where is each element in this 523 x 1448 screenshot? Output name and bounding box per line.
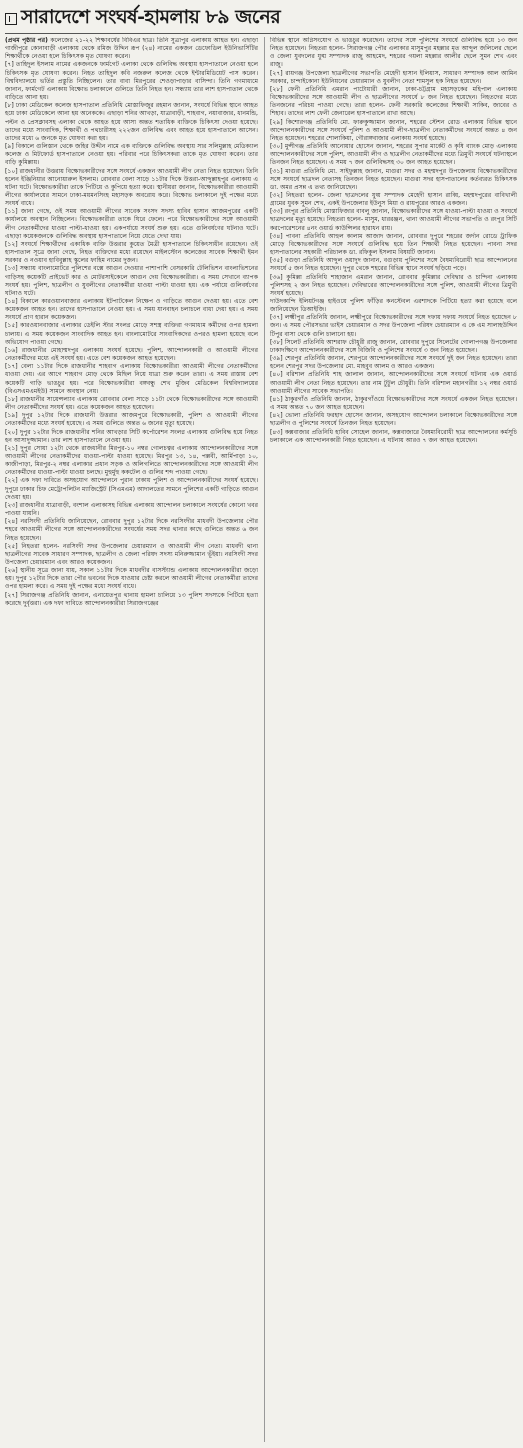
article-paragraph: [270, 86, 517, 119]
paragraph-text: [৪১] ঠাকুরগাঁও প্রতিনিধি জানান, ঠাকুরগাঁওয়ে বিক্ষোভকারীদের সঙ্গে সংঘর্ষে একজন নিহত হয়েছেন। এ সময় অন্তত ৭০ জন আহত হয়েছেন।: [270, 395, 517, 412]
article-paragraph: [5, 567, 258, 591]
article-paragraph: [5, 518, 258, 542]
paragraph-text: [১৭] বেলা ১১টার দিকে রাজধানীর শাহবাগ এলাকায় বিক্ষোভকারীরা আওয়ামী লীগের নেতাকর্মীদের ধাওয়া দেয়। এর আগে শাহবাগ মোড় থেকে মিছিল নিয়ে যাত্রা শুরু করেন তারা। এ সময় রাস্তায় বেশ কয়েকটি গাড়ি ভাঙচুর হয়। পরে বিক্ষোভকারীরা বঙ্গবন্ধু শেখ মুজিব মেডিকেল বিশ্ববিদ্যালয়ের (বিএসএমএমইউ) সামনে অবস্থান নেয়।: [5, 363, 258, 395]
article-paragraph: [5, 445, 258, 478]
article-paragraph: [5, 347, 258, 363]
headline: সারাদেশে সংঘর্ষ-হামলায় ৮৯ জনের: [21, 5, 281, 28]
article-paragraph: [270, 192, 517, 208]
article-paragraph: [5, 429, 258, 445]
paragraph-text: [২৭] সিরাজগঞ্জ প্রতিনিধি জানান, এনায়েতপুর থানায় হামলা চালিয়ে ১৩ পুলিশ সদস্যকে পিটিয়ে হত্যা করেছে দুর্বৃত্তরা। এক দফা দাবিতে আন্দোলনকারীরা সিরাজগঞ্জের: [5, 591, 258, 607]
paragraph-text: [৩৬] কুমিল্লা প্রতিনিধি শাহাজান এমরান জানান, রোববার কুমিল্লার দেবিদ্বার ও চান্দিনা এলাকায় পুলিশসহ ২ জন নিহত হয়েছেন। দেবিদ্বারের আন্দোলনকারীদের সঙ্গে পুলিশ, আওয়ামী লীগের ত্রিমুখী সংঘর্ষ হয়েছে।: [270, 273, 517, 297]
page-marker-icon: [5, 13, 17, 25]
article-paragraph: [5, 543, 258, 567]
article-paragraph: [5, 102, 258, 143]
article-paragraph: [5, 61, 258, 102]
paragraph-text: [৪২] ভোলা প্রতিনিধি ফরহাদ হোসেন জানান, অসহযোগ আন্দোলন চলাকালে বিক্ষোভকারীদের সঙ্গে ছাত্রলীগ ও পুলিশের সংঘর্ষে তিনজন নিহত হয়েছেন।: [270, 412, 517, 428]
article-paragraph: [270, 298, 517, 314]
paragraph-text: [৯] বিকালে গুলিস্তান থেকে জহির উদ্দীন নামে এক ব্যক্তিকে গুলিবিদ্ধ অবস্থায় সার সলিমুল্লাহ মেডিক্যাল কলেজ ও মিটফোর্ড হাসপাতালে নেওয়া হয়। পরিবার পরে চিকিৎসকরা তাকে মৃত ঘোষণা করেন। তার বাড়ি কুমিল্লায়।: [5, 143, 258, 167]
article-paragraph: [5, 143, 258, 167]
article-paragraph: [5, 502, 258, 518]
paragraph-text: [৩৫] বগুড়া প্রতিনিধি আব্দুল ওয়াদুদ জানান, বগুড়ায় পুলিশের সঙ্গে বৈষম্যবিরোধী ছাত্র আন্দোলনের সংঘর্ষে ৫ জন নিহত হয়েছেন। দুপুর থেকে শহরের বিভিন্ন স্থানে সংঘর্ষ ছড়িয়ে পড়ে।: [270, 257, 517, 273]
paragraph-text: [৩৩] রংপুর প্রতিনিধি মোস্তাফিজার বাবলু জানান, বিক্ষোভকারীদের সঙ্গে ধাওয়া-পাল্টা ধাওয়া ও সংঘর্ষে ছাত্রদলের মৃত্যু হয়েছে। নিহতরা হলেন- মাসুম, ধাররঞ্জন, থানা আওয়ামী লীগের সভাপতি ও রংপুর সিটি করপোরেশনের ৪নং ওয়ার্ড কাউন্সিলর হারাধন রায়।: [270, 208, 517, 232]
article-paragraph: [270, 233, 517, 257]
paragraph-text: [৩৯] শেরপুর প্রতিনিধি জানান, শেরপুরে আন্দোলনকারীদের সঙ্গে সংঘর্ষে দুই জন নিহত হয়েছেন। তারা হলেন শেরপুর সদর উপজেলার মো. মাহবুব আলম ও আরও একজন।: [270, 355, 517, 371]
article-paragraph: [5, 37, 258, 61]
right-column: [264, 37, 517, 1442]
paragraph-text: [৩৭] লক্ষ্মীপুর প্রতিনিধি জানান, লক্ষ্মীপুরে বিক্ষোভকারীদের সঙ্গে দফায় দফায় সংঘর্ষে নিহত হয়েছেন ৮ জন। এ সময় পৌরসভার ভাইস চেয়ারম্যান ও সদর উপজেলা পরিষদ চেয়ারম্যান এ কে এম সালাহউদ্দিন টিপুর বাসা থেকে গুলি চালানো হয়।: [270, 314, 517, 338]
paragraph-text: [২৯] কিশোরগঞ্জ প্রতিনিধি মো. ফারুকুজ্জামান জানান, শহরের স্টেশন রোড এলাকায় বিভিন্ন স্থানে আন্দোলনকারীদের সঙ্গে সংঘর্ষে পুলিশ ও আওয়ামী লীগ-ছাত্রলীগ নেতাকর্মীদের সংঘর্ষে অন্তত ৪ জন নিহত হয়েছেন। শহরের শোলাকিয়া, গৌরাঙ্গবাজার এলাকায় সংঘর্ষ হয়েছে।: [270, 118, 517, 142]
paragraph-text: [৩৪] পাবনা প্রতিনিধি আহুল কালাম আজাদ জানান, রোববার দুপুরে শহরের জর্দান রোডে ট্রাফিক মোড়ে বিক্ষোভকারীদের সঙ্গে সংঘর্ষে গুলিবিদ্ধ হয়ে তিন শিক্ষার্থী নিহত হয়েছেন। পাবনা সদর হাসপাতালের সহকারী পরিচালক ডা. রফিকুল ইসলাম বিষয়টি জানান।: [270, 232, 517, 257]
paragraph-text: বিভিন্ন স্থানে অগ্নিসংযোগ ও ভাঙচুর করেছেন। তাদের সঙ্গে পুলিশের সংঘর্ষে গুলিবিদ্ধ হয়ে ১৩ জন নিহত হয়েছেন। নিহতরা হলেন- সিরাজগঞ্জ পৌর এলাকার মাসুমপুর মহল্লার মৃত আব্দুল জলিলের ছেলে ও জেলা যুবদলের যুগ্ম সম্পাদক রাজু আহমেদ, শহরের গয়লা মহল্লার আলীর ছেলে সুমন শেখ এবং রাজু।: [270, 37, 517, 69]
article-paragraph: [5, 477, 258, 501]
paragraph-text: [১২] সংঘর্ষে শিক্ষার্থীদের একাধিক ব্যক্তি উত্তরার কুয়েত মৈত্রী হাসপাতালে চিকিৎসাধীন রয়েছেন। ওই হাসপাতাল সূত্রে জানা গেছে, নিহত ব্যক্তিদের মধ্যে রয়েছেন মাইলস্টোন কলেজের সাবেক শিক্ষার্থী ইমন সরকার ও নওয়াব হাবিবুল্লাহ স্কুলের ফাহিম নামের দুজন।: [5, 240, 258, 265]
article-paragraph: [5, 208, 258, 241]
article-paragraph: [270, 274, 517, 298]
paragraph-text: [১৬] রাজধানীর মোহাম্মদপুর এলাকায় সংঘর্ষ হয়েছে। পুলিশ, আন্দোলনকারী ও আওয়ামী লীগের নেতাকর্মীদের মধ্যে এই সংঘর্ষ হয়। এতে বেশ কয়েকজন আহত হয়েছেন।: [5, 346, 258, 363]
paragraph-text: [২১] দুপুর সোয়া ১২টা থেকে রাজধানীর মিরপুর-১০ নম্বর গোলচত্বর এলাকায় আন্দোলনকারীদের সঙ্গে আওয়ামী লীগের নেতাকর্মীদের ধাওয়া-পাল্টা ধাওয়া হয়েছে। মিরপুর ১৩, ১৪, পল্লবী, আর্মিপাড়া ১০, কাজীপাড়া, মিরপুর-২ নম্বর এলাকার প্রধান সড়ক ও অলিগলিতে আন্দোলনকারীদের সঙ্গে আওয়ামী লীগ নেতাকর্মীদের ধাওয়া-পাল্টা ধাওয়া চলছে। মুহুর্মুহু ককটেল ও গুলির শব্দ পাওয়া গেছে।: [5, 444, 258, 477]
article-paragraph: [5, 265, 258, 298]
paragraph-text: [২৫] নিহতরা হলেন- নরসিংদী সদর উপজেলার চেয়ারম্যান ও আওয়ামী লীগ নেতা। মাধবদী থানা ছাত্রলীগের সাবেক সাধারণ সম্পাদক, ছাত্রলীগ ও জেলা পরিষদ সদস্য মনিরুজ্জামান ভূঁইয়া। নরসিংদী সদর উপজেলা চেয়ারম্যান এবং আরও কয়েকজন।: [5, 542, 258, 566]
paragraph-text: [১৫] কারওয়ানবাজার এলাকার ডেইলি স্টার সংলগ্ন মোড়ে সশস্ত্র ব্যক্তিরা গণমাধ্যম কর্মীদের ওপর হামলা চালায়। এ সময় কয়েকজন সাংবাদিক আহত হন। বাংলামোটরে সাংবাদিকদের ওপরও হামলা হয়েছে বলে অভিযোগ পাওয়া গেছে।: [5, 322, 258, 346]
article-paragraph: [5, 396, 258, 412]
paragraph-text: [২৮] ফেনী প্রতিনিধি এমরান পাটোয়ারী জানান, ঢাকা-চট্টগ্রাম মহাসড়কের মহিপাল এলাকায় বিক্ষোভকারীদের সঙ্গে আওয়ামী লীগ ও ছাত্রলীগের সংঘর্ষে ৮ জন নিহত হয়েছেন। নিহতদের মধ্যে তিনজনের পরিচয় পাওয়া গেছে। তারা হলেন- ফেনী সরকারি কলেজের শিক্ষার্থী সাকিব, জাবের ও শিহাব। তাদের লাশ ফেনী জেনারেল হাসপাতালে রাখা আছে।: [270, 85, 517, 118]
article-paragraph: [270, 143, 517, 167]
continued-label: (প্রথম পৃষ্ঠার পর): [5, 37, 51, 44]
article-paragraph: [5, 298, 258, 322]
paragraph-text: [৩১] মাগুরা প্রতিনিধি মো. সাইফুল্লাহ জানান, মাগুরা সদর ও মহম্মদপুর উপজেলায় বিক্ষোভকারীদের সঙ্গে সংঘর্ষে ছাত্রদল নেতাসহ তিনজন নিহত হয়েছেন। মাগুরা সদর হাসপাতালের কর্তব্যরত চিকিৎসক ডা. অমর প্রসন্ন এ তথ্য জানিয়েছেন।: [270, 167, 517, 191]
paragraph-text: দাউদকান্দি ইলিয়টগঞ্জ হাইওয়ে পুলিশ ফাঁড়ির কনস্টেবল এরশাদকে পিটিয়ে হত্যা করা হয়েছে বলে জানিয়েছেন ডিআইজি।: [270, 298, 517, 314]
article-paragraph: [270, 37, 517, 70]
article-paragraph: [270, 314, 517, 338]
paragraph-text: কলেজের ২১-২২ শিক্ষাবর্ষের বিবিএর ছাত্র। তিনি সুত্রাপুর এলাকায় আহত হন। এছাড়া গাজীপুরে কোনাবাড়ী এলাকায় থেকে রমিজ উদ্দিন রূপ (২৪) নামের একজন ডেফোডিল ইউনিভার্সিটির শিক্ষার্থীকে নেওয়া হলে চিকিৎসক মৃত ঘোষণা করেন।: [5, 37, 258, 61]
article-paragraph: [270, 257, 517, 273]
paragraph-text: [২৬] স্থানীয় সূত্রে জানা যায়, সকাল ১১টার দিকে মাধবদীর বাসস্ট্যান্ড এলাকায় আন্দোলনকারীরা জড়ো হয়। দুপুর ১২টার দিকে তারা পৌর ভবনের দিকে যাওয়ার চেষ্টা করলে আওয়ামী লীগের নেতাকর্মীরা তাদের ওপর হামলা করে। এ সময় দুই পক্ষের মধ্যে সংঘর্ষ বাধে।: [5, 567, 258, 591]
article-paragraph: [270, 396, 517, 412]
paragraph-text: [২৭] রায়গঞ্জ উপজেলা ছাত্রলীগের সভাপতি মেহেদী হাসান ইলিয়াস, সাধারণ সম্পাদক আল আমিন সরকার, চান্দাইকোনা ইউনিয়নের চেয়ারম্যান ও যুবলীগ নেতা শামসুল হক নিহত হয়েছেন।: [270, 69, 517, 85]
paragraph-text: [১০] রাজধানীর উত্তরায় বিক্ষোভকারীদের সঙ্গে সংঘর্ষে একজন আওয়ামী লীগ নেতা নিহত হয়েছেন। তিনি হলেন ইঞ্জিনিয়ার আনোয়ারুল ইসলাম। রোববার বেলা সাড়ে ১১টার দিকে উত্তরা-আব্দুল্লাহপুর এলাকায় এ ঘটনা ঘটে। বিক্ষোভকারীরা তাকে পিটিয়ে ও কুপিয়ে হত্যা করে। স্থানীয়রা জানান, বিক্ষোভকারীরা আওয়ামী লীগের কার্যালয়ের সামনে ঢাকা-ময়মনসিংহ মহাসড়ক অবরোধ করে। বিক্ষোভ চলাকালে দুই পক্ষের মধ্যে সংঘর্ষ বাধে।: [5, 167, 258, 208]
paragraph-text: [১৮] রাজধানীর সায়েন্সল্যাব এলাকায় রোববার বেলা সাড়ে ১১টা থেকে বিক্ষোভকারীদের সঙ্গে আওয়ামী লীগ নেতাকর্মীদের সংঘর্ষ হয়। এতে কয়েকজন আহত হয়েছেন।: [5, 395, 258, 412]
article-paragraph: [270, 119, 517, 143]
paragraph-text: [১৪] বিকালে কারওয়ানবাজার এলাকায় ইটপাটকেল নিক্ষেপ ও গাড়িতে আগুন দেওয়া হয়। এতে বেশ কয়েকজন আহত হন। তাদের হাসপাতালে নেওয়া হয়। এ সময় যানবাহন চলাচলে বাধা দেয়া হয়। এ সময় সংঘর্ষে প্রাণ হারান কয়েকজন।: [5, 298, 258, 322]
paragraph-text: [২৪] নরসিংদী প্রতিনিধি জানিয়েছেন, রোববার দুপুর ১২টার দিকে নরসিংদীর মাধবদী উপজেলার পৌর শহরে আওয়ামী লীগের সঙ্গে আন্দোলনকারীদের সংঘর্ষের সময় সদর থানার কাছে গুলিতে অন্তত ৬ জন নিহত হয়েছেন।: [5, 518, 258, 542]
left-column: [5, 37, 258, 1442]
paragraph-text: [২৩] রাজধানীর যাত্রাবাড়ী, বংশাল এলাকাসহ বিভিন্ন এলাকায় আন্দোলন চলাকালে সংঘর্ষের কোনো খবর পাওয়া যায়নি।: [5, 501, 258, 518]
paragraph-text: [১৩] সন্ধ্যায় বাংলামোটরে পুলিশের বক্সে আগুন দেওয়ার পাশাপাশি বেসরকারি টেলিভিশন বাংলাভিশনের গাড়িসহ কয়েকটি প্রাইভেট কার ও মোটরসাইকেলে আগুন দেয় বিক্ষোভকারীরা। এ সময় সেখানে ব্যাপক সংঘর্ষ হয়। পুলিশ, ছাত্রলীগ ও যুবলীগের নেতাকর্মীরা ধাওয়া পাল্টা ধাওয়া হয়। এক পর্যায়ে গুলিবর্ষণের ঘটনাও ঘটে।: [5, 265, 258, 297]
article-paragraph: [5, 241, 258, 265]
article-paragraph: [270, 70, 517, 86]
paragraph-text: [২২] এক দফা দাবিতে অসহযোগ আন্দোলনে পুরান ঢাকায় পুলিশ ও আন্দোলনকারীদের সংঘর্ষ হয়েছে। দুপুরে ঢাকার চিফ মেট্রোপলিটন ম্যাজিস্ট্রেট (সিএমএম) আদালতের সামনে পুলিশের একটি গাড়িতে আগুন দেওয়া হয়।: [5, 477, 258, 501]
article-paragraph: [5, 363, 258, 396]
paragraph-text: [৩২] নিহতরা হলেন- জেলা ছাত্রদলের যুগ্ম সম্পাদক মেহেদী হাসান রাব্বি, মহম্মদপুরের বাবিখালী গ্রামের যুবক সুমন শেখ, একই উপজেলার ইউনুস মিয়া ও রায়পুরের আরও একজন।: [270, 191, 517, 208]
paragraph-text: [৮] ঢাকা মেডিকেল কলেজ হাসপাতাল প্রতিনিধি মোস্তাফিজুর রহমান জানান, সংঘর্ষে বিভিন্ন স্থানে আহত হয়ে ঢাকা মেডিকেলে আনা হয় অনেককে। এছাড়া শনির আখড়া, যাত্রাবাড়ী, শাহবাগ, নয়াবাজার, ধানমন্ডি, পল্টন ও প্রেসক্লাবসহ এলাকা থেকে আহত হয়ে আসা অন্তত শতাধিক ব্যক্তিকে চিকিৎসা দেওয়া হয়েছে। তাদের মধ্যে সাংবাদিক, শিক্ষার্থী ও পথচারীসহ ২২২জন গুলিবিদ্ধ এবং আহত হয়ে হাসপাতালে আসেন। তাদের মধ্যে ৬ জনকে মৃত ঘোষণা করা হয়।: [5, 102, 258, 142]
paragraph-text: [১১] জানা গেছে, ওই সময় আওয়ামী লীগের সাবেক সংসদ সদস্য হাবিব হাসান আজমপুরের একটি কার্যালয়ে অবস্থান নিচ্ছিলেন। বিক্ষোভকারীরা তাকে ঘিরে ফেলে। পরে বিক্ষোভকারীদের সঙ্গে আওয়ামী লীগ নেতাকর্মীদের ধাওয়া পাল্টা-ধাওয়া হয়। একপর্যায়ে সংঘর্ষ শুরু হয়। এতে গুলিবর্ষণের ঘটনাও ঘটে। এছাড়া কয়েকজনকে গুলিবিদ্ধ অবস্থায় হাসপাতালে নিয়ে যেতে দেখা যায়।: [5, 208, 258, 240]
paragraph-text: [২০] দুপুর ১২টার দিকে রাজধানীর শনির আখড়ার সিটি কর্পোরেশন সংলগ্ন এলাকায় গুলিবিদ্ধ হয়ে নিহত হন আসাদুজ্জামান। তার লাশ হাসপাতালে নেওয়া হয়।: [5, 428, 258, 444]
article-paragraph: [270, 429, 517, 445]
article-paragraph: [270, 412, 517, 428]
article-paragraph: [5, 168, 258, 209]
article-paragraph: [270, 371, 517, 395]
paragraph-text: [৪৩] কক্সবাজার প্রতিনিধি হাবিব সোহেল জানান, কক্সবাজারে বৈষম্যবিরোধী ছাত্র আন্দোলনের কর্মসূচি চলাকালে এক আন্দোলনকারী নিহত হয়েছেন। এ ঘটনায় আরও ৭ জন আহত হয়েছেন।: [270, 428, 517, 444]
paragraph-text: [৩০] মুন্সীগঞ্জ প্রতিনিধি আনোয়ার হোসেন জানান, শহরের সুপার মার্কেট ও কৃষি ব্যাংক মোড় এলাকায় আন্দোলনকারীদের সঙ্গে পুলিশ, আওয়ামী লীগ ও ছাত্রলীগ নেতাকর্মীদের মধ্যে ত্রিমুখী সংঘর্ষে ঘটনাস্থলে তিনজন নিহত হয়েছেন। এ সময় ৭ জন গুলিবিদ্ধসহ ৩০ জন আহত হয়েছেন।: [270, 143, 517, 167]
paragraph-text: [৭] তাহিদুল ইসলাম নামের একজনকে ফার্মগেট এলাকা থেকে গুলিবিদ্ধ অবস্থায় হাসপাতালে নেওয়া হলে চিকিৎসক মৃত ঘোষণা করেন। নিহত তাহিদুল কবি নজরুল কলেজ থেকে ইন্টারমিডিয়েট পাস করেন। বিশ্ববিদ্যালয়ে ভর্তির প্রস্তুতি নিচ্ছিলেন। তার বাবা মিরপুরের শেওড়াপাড়ার বাসিন্দা। তিনি গণমাধ্যমে জানান, ফার্মগেট এলাকায় বিক্ষোভ চলাকালে গুলিতে তিনি নিহত হন। সন্ধ্যায় তার লাশ হাসপাতাল থেকে বাড়িতে আনা হয়।: [5, 61, 258, 102]
article-paragraph: [5, 322, 258, 346]
article-paragraph: [270, 355, 517, 371]
paragraph-text: [১৯] দুপুর ১২টার দিকে রাজধানী উত্তরার আজমপুরে বিক্ষোভকারী, পুলিশ ও আওয়ামী লীগের নেতাকর্মীদের মধ্যে সংঘর্ষ হয়েছে। এ সময় গুলিতে অন্তত ৬ জনের মৃত্যু হয়েছে।: [5, 412, 258, 428]
paragraph-text: [৪০] বরিশাল প্রতিনিধি শাহ জালাল জানান, আন্দোলনকারীদের সঙ্গে সংঘর্ষে ঘটনায় এক ওয়ার্ড আওয়ামী লীগ নেতা নিহত হয়েছেন। তার নাম টুটুল চৌধুরী। তিনি বরিশাল মহানগরীর ১২ নম্বর ওয়ার্ড আওয়ামী লীগের সাবেক সভাপতি।: [270, 371, 517, 395]
article-columns: [5, 37, 518, 1442]
article-paragraph: [5, 592, 258, 608]
headline-row: [5, 4, 518, 34]
paragraph-text: [৩৮] সিলেট প্রতিনিধি আশরাফ চৌধুরী রাজু জানান, রোববার দুপুরে সিলেটের গোলাপগঞ্জ উপজেলার ঢাকাদক্ষিণে আন্দোলনকারীদের সঙ্গে বিজিবি ও পুলিশের সংঘর্ষে ৩ জন নিহত হয়েছেন।: [270, 338, 517, 354]
article-paragraph: [270, 168, 517, 192]
article-paragraph: [270, 339, 517, 355]
article-paragraph: [5, 412, 258, 428]
article-paragraph: [270, 208, 517, 232]
